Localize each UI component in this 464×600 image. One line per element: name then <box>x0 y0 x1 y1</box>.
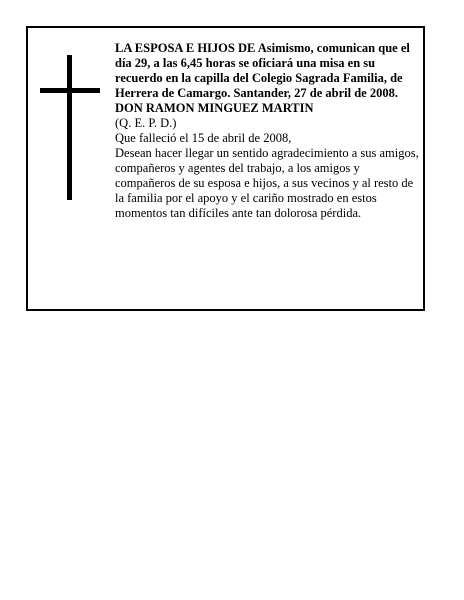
notice-text <box>115 41 420 221</box>
qepd-line: (Q. E. P. D.) <box>115 116 177 130</box>
death-date-line: Que falleció el 15 de abril de 2008, <box>115 131 292 145</box>
obituary-notice <box>26 26 425 311</box>
cross-icon <box>40 55 100 200</box>
notice-intro: LA ESPOSA E HIJOS DE Asimismo, comunican que el día 29, a las 6,45 horas se oficiará una misa en su recuerdo en la capilla del Colegio Sagrada Familia, de Herrera de Camargo. Santander, 27 de abril de 2008. <box>115 41 410 100</box>
thanks-paragraph: Desean hacer llegar un sentido agradecimiento a sus amigos, compañeros y agentes del trabajo, a los amigos y compañeros de su esposa e hijos, a sus vecinos y al resto de la familia por el apoyo y el cariño mostrado en estos momentos tan difíciles ante tan dolorosa pérdida. <box>115 146 419 220</box>
deceased-name: DON RAMON MINGUEZ MARTIN <box>115 101 314 115</box>
